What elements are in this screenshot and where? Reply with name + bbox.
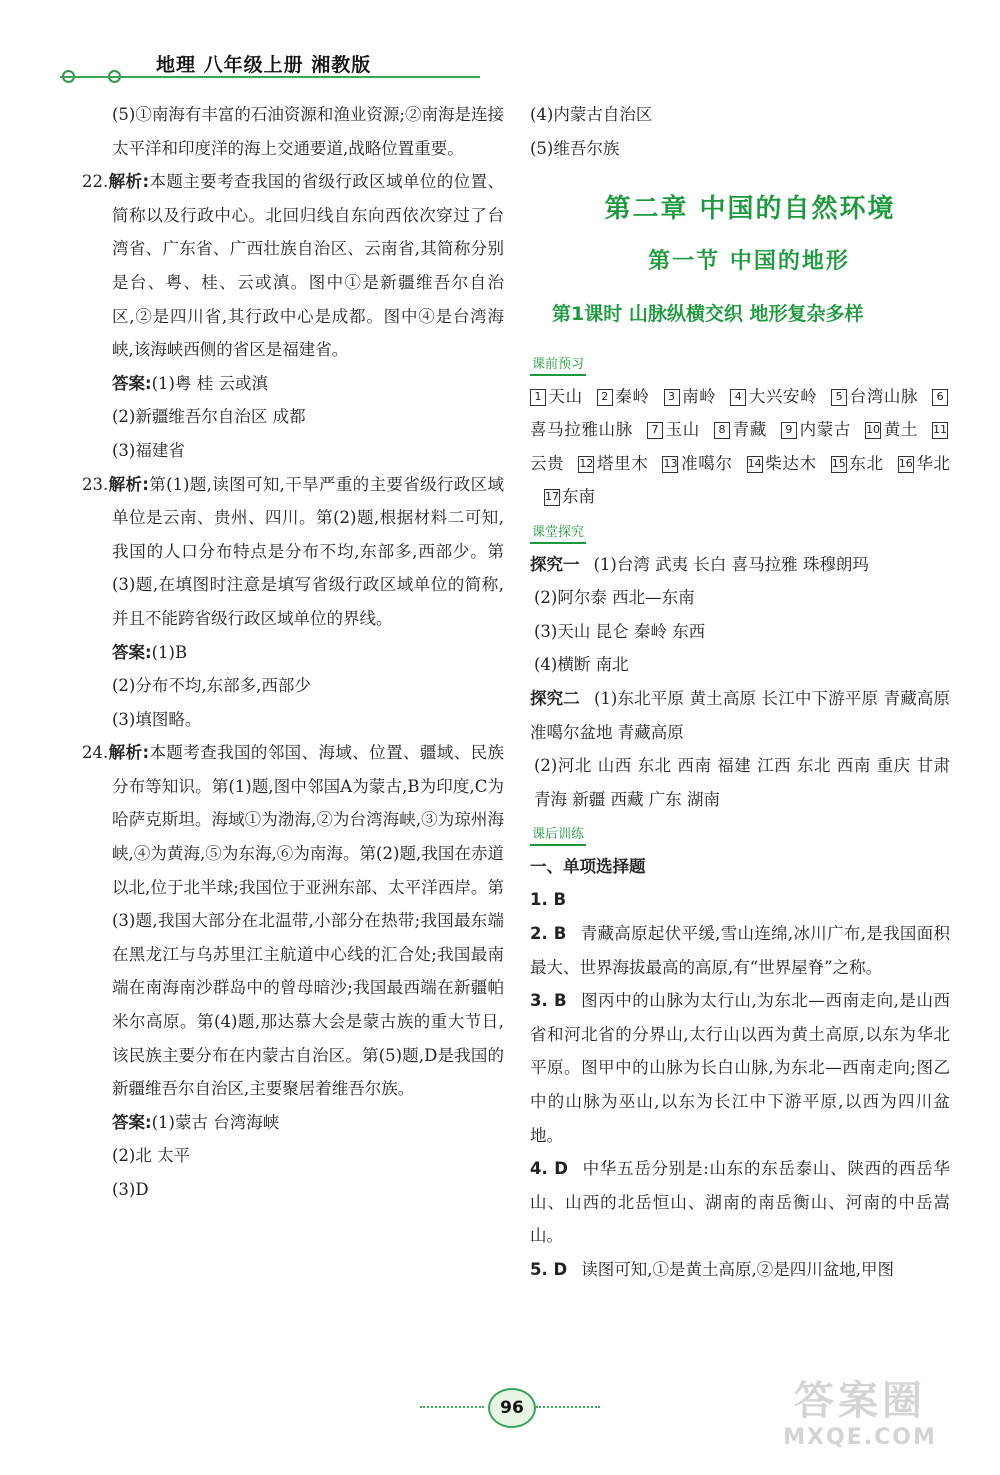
q23-label: 解析: <box>108 474 149 494</box>
explore-2 <box>530 682 950 749</box>
preview-item-text: 玉山 <box>664 420 700 440</box>
q21-part5: (5)①南海有丰富的石油资源和渔业资源;②南海是连接太平洋和印度洋的海上交通要道,战略位置重要。 <box>112 105 504 158</box>
q23-text: 第(1)题,读图可知,干旱严重的主要省级行政区域单位是云南、贵州、四川。第(2)题,根据材料二可知,我国的人口分布特点是分布不均,东部多,西部少。第(3)题,在填图时注意是填写省级行政区域单位的简称,并且不能跨省级行政区域单位的界线。 <box>112 474 504 628</box>
q24-answer-3: (3)D <box>112 1180 149 1199</box>
answer-2 <box>530 917 950 984</box>
answer-2-text: 青藏高原起伏平缓,雪山连绵,冰川广布,是我国面积最大、世界海拔最高的高原,有“世界屋脊”之称。 <box>530 924 950 977</box>
preview-item-number: 3 <box>664 389 680 406</box>
preview-item <box>664 387 717 406</box>
single-choice-title <box>530 850 950 884</box>
answer-5 <box>530 1253 950 1287</box>
preview-item-number: 2 <box>597 389 613 406</box>
footer-dots-right <box>536 1406 600 1408</box>
answer-3 <box>530 984 950 1152</box>
preview-item <box>781 420 851 439</box>
preview-item-text: 天山 <box>548 386 583 406</box>
preview-item-text: 内蒙古 <box>798 420 852 440</box>
tag-explore: 课堂探究 <box>530 524 586 544</box>
preview-item-text: 青藏 <box>731 420 767 440</box>
preview-item <box>898 454 950 473</box>
answer-1-key: 1. B <box>530 890 567 910</box>
explore-1-label: 探究一 <box>530 554 580 574</box>
answer-2-key: 2. B <box>530 924 567 944</box>
watermark-line-1: 答案圈 <box>794 1378 926 1424</box>
q24-label: 解析: <box>108 743 150 763</box>
preview-item-text: 东北 <box>848 453 884 473</box>
q21-part5-answer: (5)维吾尔族 <box>530 138 620 158</box>
q24-answer-label: 答案: <box>112 1112 152 1132</box>
preview-item-number: 13 <box>662 456 678 473</box>
preview-item-text: 东南 <box>562 487 595 507</box>
preview-item <box>597 387 650 406</box>
q23-answer-2: (2)分布不均,东部多,西部少 <box>112 676 311 696</box>
q22-answer-3: (3)福建省 <box>112 440 185 460</box>
q23-answer-3: (3)填图略。 <box>112 709 202 729</box>
preview-item-text: 塔里木 <box>596 453 649 473</box>
q22-analysis <box>82 165 504 367</box>
chapter-title: 第二章 中国的自然环境 <box>604 194 896 225</box>
answer-1 <box>530 883 950 917</box>
preview-item-text: 秦岭 <box>614 386 650 406</box>
answer-4 <box>530 1152 950 1253</box>
header-title: 地理 八年级上册 湘教版 <box>156 54 372 76</box>
preview-item-text: 台湾山脉 <box>849 386 919 406</box>
preview-item-text: 喜马拉雅山脉 <box>530 420 633 440</box>
preview-item <box>865 420 918 439</box>
watermark-line-2: MXQE.COM <box>783 1425 937 1450</box>
answer-4-key: 4. D <box>530 1159 568 1179</box>
preview-item-text: 大兴安岭 <box>748 386 818 406</box>
answer-4-text: 中华五岳分别是:山东的东岳泰山、陕西的西岳华山、山西的北岳恒山、湖南的南岳衡山、河南的中岳嵩山。 <box>530 1159 950 1246</box>
preview-item-number: 5 <box>831 389 847 406</box>
q24-answer <box>112 1106 504 1140</box>
preview-item-number: 9 <box>781 422 797 439</box>
preview-item-number: 11 <box>932 422 948 439</box>
preview-item <box>831 454 884 473</box>
preview-item <box>647 420 700 439</box>
explore-2-label: 探究二 <box>530 688 580 708</box>
q22-text: 本题主要考查我国的省级行政区域单位的位置、简称以及行政中心。北回归线自东向西依次穿过了台湾省、广东省、广西壮族自治区、云南省,其简称分别是台、粤、桂、云或滇。图中①是新疆维吾尔自治区,②是四川省,其行政中心是成都。图中④是台湾海峡,该海峡西侧的省区是福建省。 <box>112 172 504 360</box>
explore-1-item-1: (1)台湾 武夷 长白 喜马拉雅 珠穆朗玛 <box>593 554 869 574</box>
answer-5-key: 5. D <box>530 1260 568 1279</box>
q22-label: 解析: <box>108 172 150 192</box>
q22-answer-1: (1)粤 桂 云或滇 <box>151 373 268 393</box>
q24-text: 本题考查我国的邻国、海域、位置、疆域、民族分布等知识。第(1)题,图中邻国A为蒙古,B为印度,C为哈萨克斯坦。海域①为渤海,②为台湾海峡,③为琼州海峡,④为黄海,⑤为东海,⑥为南海。第(2)题,我国在赤道以北,位于北半球;我国位于亚洲东部、太平洋西岸。第(3)题,我国大部分在北温带,小部分在热带;我国最东端在黑龙江与乌苏里江主航道中心线的汇合处;我国最南端在南海南沙群岛中的曾母暗沙;我国最西端在新疆帕米尔高原。第(4)题,那达慕大会是蒙古族的重大节日,该民族主要分布在内蒙古自治区。第(5)题,D是我国的新疆维吾尔自治区,主要聚居着维吾尔族。 <box>112 743 504 1099</box>
explore-1-item-2: (2)阿尔泰 西北—东南 <box>534 588 695 608</box>
q23-analysis <box>82 468 504 636</box>
explore-1 <box>530 548 950 582</box>
explore-2-item-1: (1)东北平原 黄土高原 长江中下游平原 青藏高原 准噶尔盆地 青藏高原 <box>530 688 950 742</box>
q23-answer-label: 答案: <box>112 642 152 662</box>
preview-item-number: 17 <box>544 489 560 506</box>
preview-item-number: 16 <box>898 456 914 473</box>
preview-item-text: 柴达木 <box>764 453 817 473</box>
q23-number: 23. <box>82 474 109 494</box>
preview-item <box>662 454 732 473</box>
left-column <box>82 98 504 1207</box>
preview-item-text: 黄土 <box>883 420 919 440</box>
right-column <box>530 98 950 1287</box>
section-title: 第一节 中国的地形 <box>648 247 850 274</box>
preview-item-number: 14 <box>747 456 763 473</box>
q24-answer-1: (1)蒙古 台湾海峡 <box>151 1112 280 1132</box>
answer-3-text: 图丙中的山脉为太行山,为东北—西南走向,是山西省和河北省的分界山,太行山以西为黄土高原,以东为华北平原。图甲中的山脉为长白山脉,为东北—西南走向;图乙中的山脉为巫山,以东为长江中下游平原,以西为四川盆地。 <box>530 991 950 1145</box>
single-choice-heading: 一、单项选择题 <box>530 856 646 876</box>
answer-5-text: 读图可知,①是黄土高原,②是四川盆地,甲图 <box>581 1260 894 1279</box>
preview-item <box>530 387 583 406</box>
answer-3-key: 3. B <box>530 991 567 1011</box>
preview-item <box>714 420 767 439</box>
lesson-title: 第1课时 山脉纵横交织 地形复杂多样 <box>552 303 864 326</box>
preview-item-number: 4 <box>730 389 746 406</box>
explore-1-item-4: (4)横断 南北 <box>534 655 629 675</box>
preview-item-number: 7 <box>647 422 663 439</box>
explore-1-item-3: (3)天山 昆仑 秦岭 东西 <box>534 621 706 641</box>
preview-item-number: 6 <box>932 389 948 406</box>
preview-item-text: 云贵 <box>530 453 565 473</box>
preview-item <box>544 487 595 506</box>
q23-answer <box>112 636 504 670</box>
watermark <box>760 1377 960 1467</box>
q22-number: 22. <box>82 172 109 192</box>
preview-item-number: 1 <box>530 389 546 406</box>
preview-item-number: 8 <box>714 422 730 439</box>
preview-answers <box>530 380 950 514</box>
preview-item-number: 12 <box>578 456 594 473</box>
preview-item-number: 15 <box>831 456 847 473</box>
preview-item-number: 10 <box>865 422 881 439</box>
page-number: 96 <box>488 1388 536 1428</box>
preview-item <box>831 387 918 406</box>
preview-item <box>578 454 648 473</box>
preview-item-text: 华北 <box>915 453 951 473</box>
q24-number: 24. <box>82 743 109 763</box>
page-footer <box>420 1382 600 1422</box>
preview-item <box>747 454 817 473</box>
q24-answer-2: (2)北 太平 <box>112 1146 191 1166</box>
preview-item-text: 准噶尔 <box>680 453 733 473</box>
page-header <box>60 46 500 86</box>
q23-answer-1: (1)B <box>151 642 188 662</box>
q22-answer-label: 答案: <box>112 373 152 393</box>
q22-answer <box>112 367 504 401</box>
preview-item-text: 南岭 <box>681 386 717 406</box>
tag-practice: 课后训练 <box>530 826 586 846</box>
preview-item <box>730 387 817 406</box>
tag-preview: 课前预习 <box>530 356 586 376</box>
q24-analysis <box>82 736 504 1106</box>
q22-answer-2: (2)新疆维吾尔自治区 成都 <box>112 407 306 427</box>
footer-dots-left <box>420 1406 484 1408</box>
explore-2-item-2: (2)河北 山西 东北 西南 福建 江西 东北 西南 重庆 甘肃 青海 新疆 西藏 广东 湖南 <box>534 756 950 809</box>
q21-part4-answer: (4)内蒙古自治区 <box>530 105 653 124</box>
